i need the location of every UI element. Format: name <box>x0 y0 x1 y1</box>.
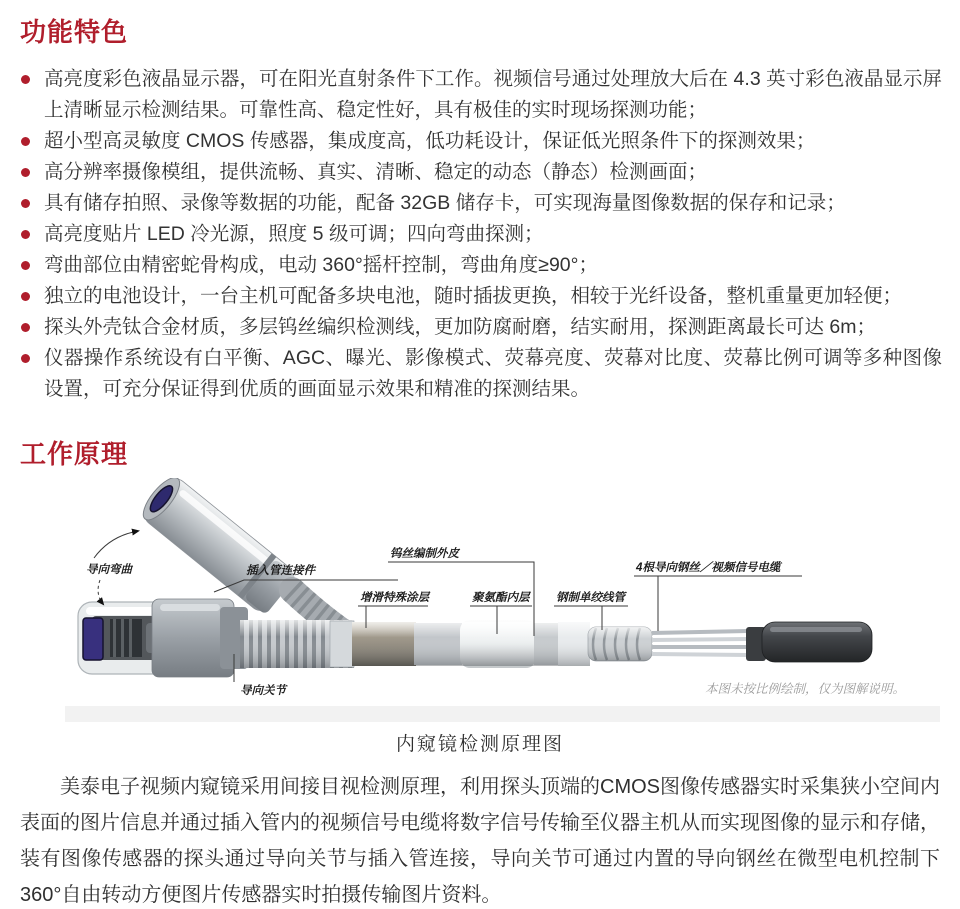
coupler-ring <box>330 621 354 667</box>
endoscope-diagram-svg <box>0 478 960 723</box>
principle-section-title: 工作原理 <box>20 439 129 469</box>
label-guide-joint: 导向关节 <box>240 685 286 697</box>
feature-item: 高亮度彩色液晶显示器，可在阳光直射条件下工作。视频信号通过处理放大后在 4.3 英寸彩色液晶显示屏上清晰显示检测结果。可靠性高、稳定性好，具有极佳的实时现场探测功能； <box>20 64 942 126</box>
video-cable <box>746 622 872 662</box>
diagram-note: 本图未按比例绘制，仅为图解说明。 <box>704 682 905 696</box>
bend-arrow-up <box>94 531 138 558</box>
feature-item: 探头外壳钛合金材质，多层钨丝编织检测线，更加防腐耐磨，结实耐用，探测距离最长可达 6m； <box>20 312 942 343</box>
probe-head <box>78 599 248 677</box>
steel-tube-spiral <box>588 627 652 661</box>
feature-item: 具有储存拍照、录像等数据的功能，配备 32GB 储存卡，可实现海量图像数据的保存和记录； <box>20 188 942 219</box>
cmos-sensor <box>83 618 103 660</box>
label-coating: 增滑特殊涂层 <box>360 592 429 604</box>
working-principle-paragraph: 美泰电子视频内窥镜采用间接目视检测原理，利用探头顶端的CMOS图像传感器实时采集狭小空间内表面的图片信息并通过插入管内的视频信号电缆将数字信号传输至仪器主机从而实现图像的显示和存储，装有图像传感器的探头通过导向关节与插入管连接，导向关节可通过内置的导向钢丝在微型电机控制下360°自由转动方便图片传感器实时拍摄传输图片资料。 <box>20 776 940 906</box>
features-list <box>20 64 942 405</box>
label-wires: 4根导向钢丝／视频信号电缆 <box>636 562 781 574</box>
feature-item: 仪器操作系统设有白平衡、AGC、曝光、影像模式、荧幕亮度、荧幕对比度、荧幕比例可调等多种图像设置，可充分保证得到优质的画面显示效果和精准的探测结果。 <box>20 343 942 405</box>
label-steel-tube: 钢制单绞线管 <box>556 592 625 604</box>
label-inner-layer: 聚氨酯内层 <box>472 592 530 604</box>
label-guide-bend: 导向弯曲 <box>86 564 132 576</box>
guide-wires <box>652 631 748 655</box>
label-braid: 钨丝编制外皮 <box>390 548 459 560</box>
feature-item: 超小型高灵敏度 CMOS 传感器，集成度高，低功耗设计，保证低光照条件下的探测效果； <box>20 126 942 157</box>
insertion-tube-layers <box>330 620 872 668</box>
feature-item: 独立的电池设计，一台主机可配备多块电池，随时插拔更换，相较于光纤设备，整机重量更加轻便； <box>20 281 942 312</box>
bend-arrow-down <box>98 580 103 604</box>
feature-item: 高分辨率摄像模组，提供流畅、真实、清晰、稳定的动态（静态）检测画面； <box>20 157 942 188</box>
features-section-title: 功能特色 <box>20 17 129 47</box>
feature-item: 弯曲部位由精密蛇骨构成，电动 360°摇杆控制，弯曲角度≥90°； <box>20 250 942 281</box>
label-connector: 插入管连接件 <box>246 565 315 577</box>
feature-item: 高亮度贴片 LED 冷光源，照度 5 级可调；四向弯曲探测； <box>20 219 942 250</box>
insert-tube-connector <box>137 478 298 617</box>
diagram-baseline-strip <box>65 706 940 722</box>
diagram-caption: 内窥镜检测原理图 <box>395 734 564 755</box>
endoscope-structure-diagram <box>0 478 960 723</box>
